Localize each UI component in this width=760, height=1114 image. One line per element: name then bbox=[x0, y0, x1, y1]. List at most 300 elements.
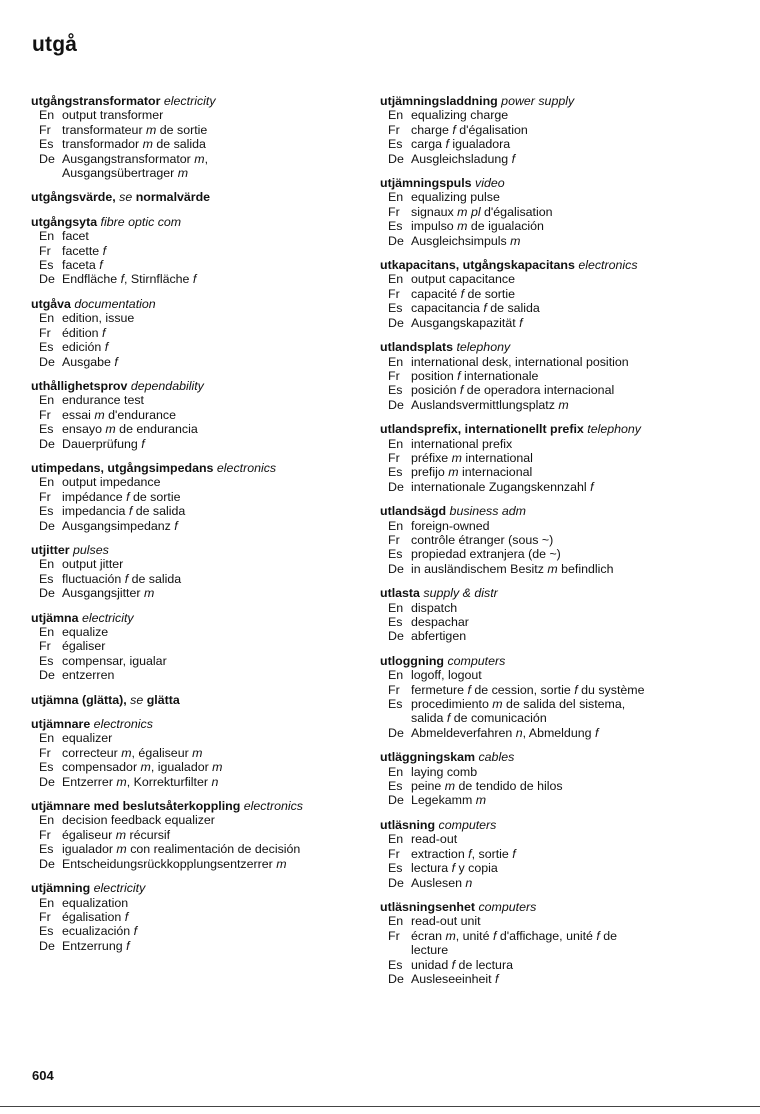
translation-line bbox=[380, 779, 715, 793]
language-code: De bbox=[388, 971, 404, 986]
dictionary-entry bbox=[380, 176, 715, 248]
translation-text: Ausgangsimpedanz f bbox=[62, 518, 178, 533]
language-code: En bbox=[388, 518, 404, 533]
headword: utjämna (glätta), bbox=[31, 692, 127, 707]
translation-line bbox=[31, 490, 351, 504]
translation-line bbox=[380, 601, 715, 615]
language-code: De bbox=[39, 586, 55, 601]
translation-text: facet bbox=[62, 229, 89, 244]
dictionary-entry bbox=[380, 750, 715, 808]
language-code: De bbox=[388, 397, 404, 412]
translation-text: Endfläche f, Stirnfläche f bbox=[62, 272, 197, 287]
dictionary-entry bbox=[380, 586, 715, 644]
translation-line bbox=[380, 861, 715, 875]
subject-domain: electricity bbox=[93, 881, 146, 896]
language-code: De bbox=[388, 793, 404, 808]
translation-text: international desk, international position bbox=[411, 354, 629, 369]
language-code: En bbox=[39, 108, 55, 123]
translation-line bbox=[380, 519, 715, 533]
translation-line bbox=[31, 842, 351, 856]
entry-head bbox=[380, 504, 715, 518]
translation-text: Dauerprüfung f bbox=[62, 436, 145, 451]
entry-head bbox=[31, 94, 351, 108]
translation-text: output transformer bbox=[62, 108, 164, 123]
headword: utlandsägd bbox=[380, 504, 447, 519]
translation-line bbox=[31, 746, 351, 760]
subject-domain: electricity bbox=[163, 94, 216, 108]
entry-head bbox=[380, 422, 715, 436]
headword: utjämning bbox=[31, 881, 91, 896]
language-code: Fr bbox=[388, 532, 400, 547]
dictionary-entry bbox=[380, 94, 715, 166]
translation-text: Abmeldeverfahren n, Abmeldung f bbox=[411, 725, 599, 740]
language-code: En bbox=[39, 813, 55, 828]
translation-continuation bbox=[380, 943, 715, 957]
translation-line bbox=[31, 123, 351, 137]
cross-reference-target: normalvärde bbox=[135, 190, 211, 205]
language-code: De bbox=[388, 725, 404, 740]
dictionary-entry bbox=[31, 881, 351, 953]
dictionary-entry bbox=[380, 818, 715, 890]
translation-line bbox=[380, 123, 715, 137]
translation-line bbox=[31, 393, 351, 407]
subject-domain: computers bbox=[447, 653, 506, 668]
headword: utjämningsladdning bbox=[380, 94, 498, 108]
translation-text: propiedad extranjera (de ~) bbox=[411, 547, 561, 562]
translation-line bbox=[31, 731, 351, 745]
subject-domain: telephony bbox=[587, 422, 641, 437]
headword: utimpedans, utgångsimpedans bbox=[31, 460, 214, 475]
headword: utgångsvärde, bbox=[31, 190, 116, 205]
translation-text: equalizing pulse bbox=[411, 190, 500, 205]
language-code: En bbox=[388, 600, 404, 615]
language-code: Es bbox=[388, 779, 403, 794]
translation-text: extraction f, sortie f bbox=[411, 846, 516, 861]
translation-text: internationale Zugangskennzahl f bbox=[411, 479, 594, 494]
language-code: Fr bbox=[39, 745, 51, 760]
translation-line bbox=[380, 190, 715, 204]
translation-text: posición f de operadora internacional bbox=[411, 383, 615, 398]
translation-text: Entscheidungsrückkopplungsentzerrer m bbox=[62, 856, 287, 871]
language-code: Fr bbox=[388, 122, 400, 137]
translation-text: igualador m con realimentación de decisión bbox=[62, 842, 301, 857]
language-code: Fr bbox=[388, 286, 400, 301]
translation-text: impédance f de sortie bbox=[62, 489, 181, 504]
language-code: Fr bbox=[388, 846, 400, 861]
headword: uthållighetsprov bbox=[31, 378, 128, 393]
language-code: Fr bbox=[388, 204, 400, 219]
translation-line bbox=[31, 760, 351, 774]
headword: utloggning bbox=[380, 653, 444, 668]
translation-line bbox=[31, 152, 351, 166]
entry-head bbox=[31, 190, 351, 204]
dictionary-entry bbox=[31, 611, 351, 683]
language-code: Fr bbox=[39, 243, 51, 258]
translation-line bbox=[380, 287, 715, 301]
cross-reference-marker: se bbox=[119, 190, 133, 205]
headword: utjitter bbox=[31, 542, 70, 557]
translation-text: contrôle étranger (sous ~) bbox=[411, 532, 554, 547]
translation-text: abfertigen bbox=[411, 629, 467, 644]
translation-line bbox=[31, 586, 351, 600]
language-code: De bbox=[388, 233, 404, 248]
language-code: Es bbox=[388, 957, 403, 972]
translation-text: logoff, logout bbox=[411, 668, 482, 683]
translation-text: equalize bbox=[62, 625, 109, 639]
translation-text: égalisation f bbox=[62, 909, 129, 924]
language-code: De bbox=[39, 151, 55, 166]
dictionary-entry bbox=[380, 900, 715, 986]
translation-text: compensar, igualar bbox=[62, 653, 167, 668]
translation-line bbox=[31, 775, 351, 789]
dictionary-entry bbox=[31, 543, 351, 601]
translation-text: lecture bbox=[411, 943, 449, 958]
translation-line bbox=[380, 152, 715, 166]
entry-head bbox=[31, 611, 351, 625]
translation-text: peine m de tendido de hilos bbox=[411, 779, 563, 794]
translation-line bbox=[380, 765, 715, 779]
dictionary-entry bbox=[31, 379, 351, 451]
translation-text: facette f bbox=[62, 243, 107, 258]
translation-text: output jitter bbox=[62, 557, 124, 572]
translation-text: correcteur m, égaliseur m bbox=[62, 745, 203, 760]
translation-line bbox=[380, 533, 715, 547]
translation-line bbox=[380, 929, 715, 943]
language-code: De bbox=[39, 518, 55, 533]
language-code: Es bbox=[388, 301, 403, 316]
translation-line bbox=[31, 137, 351, 151]
cross-reference-target: glätta bbox=[146, 692, 180, 707]
subject-domain: power supply bbox=[501, 94, 575, 108]
translation-text: in ausländischem Besitz m befindlich bbox=[411, 561, 614, 576]
translation-line bbox=[31, 437, 351, 451]
entry-head bbox=[380, 176, 715, 190]
language-code: En bbox=[39, 229, 55, 244]
translation-text: read-out unit bbox=[411, 914, 481, 929]
language-code: Es bbox=[388, 465, 403, 480]
headword: utjämna bbox=[31, 610, 79, 625]
left-column bbox=[31, 94, 351, 963]
translation-text: unidad f de lectura bbox=[411, 957, 513, 972]
subject-domain: electronics bbox=[216, 460, 277, 475]
entry-head bbox=[380, 654, 715, 668]
translation-text: impedancia f de salida bbox=[62, 504, 186, 519]
language-code: En bbox=[388, 764, 404, 779]
translation-text: signaux m pl d'égalisation bbox=[411, 204, 553, 219]
translation-line bbox=[380, 205, 715, 219]
language-code: Es bbox=[388, 137, 403, 152]
translation-line bbox=[380, 316, 715, 330]
translation-line bbox=[31, 896, 351, 910]
language-code: Es bbox=[39, 924, 54, 939]
translation-text: Entzerrung f bbox=[62, 938, 130, 953]
translation-line bbox=[31, 857, 351, 871]
translation-line bbox=[31, 244, 351, 258]
headword: utkapacitans, utgångskapacitans bbox=[380, 258, 575, 273]
language-code: En bbox=[39, 393, 55, 408]
translation-text: fermeture f de cession, sortie f du système bbox=[411, 682, 645, 697]
translation-line bbox=[380, 615, 715, 629]
translation-line bbox=[380, 398, 715, 412]
language-code: En bbox=[388, 668, 404, 683]
translation-line bbox=[31, 229, 351, 243]
translation-line bbox=[380, 451, 715, 465]
dictionary-entry bbox=[380, 654, 715, 740]
entry-head bbox=[31, 881, 351, 895]
entry-head bbox=[31, 543, 351, 557]
translation-text: capacitancia f de salida bbox=[411, 301, 540, 316]
translation-text: position f internationale bbox=[411, 368, 539, 383]
translation-line bbox=[31, 557, 351, 571]
translation-line bbox=[31, 475, 351, 489]
translation-line bbox=[31, 639, 351, 653]
headword: utjämningspuls bbox=[380, 176, 472, 191]
translation-line bbox=[380, 697, 715, 711]
translation-line bbox=[31, 668, 351, 682]
translation-text: entzerren bbox=[62, 668, 115, 683]
translation-text: procedimiento m de salida del sistema, bbox=[411, 697, 626, 712]
subject-domain: cables bbox=[478, 750, 515, 765]
translation-text: salida f de comunicación bbox=[411, 711, 547, 726]
headword: utlandsplats bbox=[380, 340, 453, 355]
language-code: En bbox=[388, 190, 404, 205]
language-code: Es bbox=[39, 571, 54, 586]
translation-line bbox=[380, 301, 715, 315]
translation-line bbox=[31, 340, 351, 354]
translation-text: output impedance bbox=[62, 475, 161, 490]
translation-text: impulso m de igualación bbox=[411, 219, 544, 234]
entry-head bbox=[380, 900, 715, 914]
entry-head bbox=[31, 693, 351, 707]
translation-line bbox=[31, 625, 351, 639]
entry-head bbox=[380, 818, 715, 832]
right-column bbox=[380, 94, 715, 996]
translation-text: equalizing charge bbox=[411, 108, 509, 123]
translation-line bbox=[380, 272, 715, 286]
dictionary-entry bbox=[31, 693, 351, 707]
language-code: En bbox=[388, 108, 404, 123]
translation-text: despachar bbox=[411, 615, 469, 629]
headword: utläsningsenhet bbox=[380, 899, 476, 914]
subject-domain: electronics bbox=[243, 799, 303, 814]
translation-text: écran m, unité f d'affichage, unité f de bbox=[411, 928, 618, 943]
subject-domain: documentation bbox=[74, 296, 156, 311]
translation-text: faceta f bbox=[62, 258, 103, 273]
translation-text: edition, issue bbox=[62, 311, 135, 326]
translation-text: Auslandsvermittlungsplatz m bbox=[411, 397, 569, 412]
language-code: De bbox=[39, 354, 55, 369]
translation-text: equalizer bbox=[62, 731, 113, 746]
translation-text: fluctuación f de salida bbox=[62, 571, 182, 586]
translation-line bbox=[380, 369, 715, 383]
subject-domain: electricity bbox=[81, 610, 134, 625]
entry-head bbox=[380, 258, 715, 272]
headword: utjämnare bbox=[31, 717, 91, 732]
subject-domain: computers bbox=[478, 899, 537, 914]
translation-line bbox=[380, 234, 715, 248]
language-code: De bbox=[388, 151, 404, 166]
translation-text: ensayo m de endurancia bbox=[62, 422, 198, 437]
translation-line bbox=[31, 924, 351, 938]
language-code: Es bbox=[388, 697, 403, 712]
translation-text: output capacitance bbox=[411, 272, 516, 287]
translation-text: international prefix bbox=[411, 436, 513, 451]
translation-line bbox=[380, 972, 715, 986]
translation-continuation bbox=[380, 711, 715, 725]
page-header: utgå bbox=[32, 33, 78, 56]
translation-text: Ausgangsjitter m bbox=[62, 586, 155, 601]
translation-text: equalization bbox=[62, 895, 129, 910]
translation-line bbox=[31, 910, 351, 924]
translation-text: Ausgleichsladung f bbox=[411, 151, 516, 166]
language-code: Es bbox=[388, 547, 403, 562]
translation-line bbox=[380, 876, 715, 890]
language-code: De bbox=[39, 436, 55, 451]
entry-head bbox=[380, 94, 715, 108]
language-code: Fr bbox=[388, 682, 400, 697]
language-code: De bbox=[388, 875, 404, 890]
translation-text: compensador m, igualador m bbox=[62, 760, 223, 775]
translation-text: endurance test bbox=[62, 393, 144, 408]
translation-line bbox=[31, 572, 351, 586]
language-code: Fr bbox=[39, 909, 51, 924]
translation-line bbox=[31, 422, 351, 436]
language-code: De bbox=[39, 774, 55, 789]
translation-line bbox=[380, 629, 715, 643]
dictionary-entry bbox=[31, 190, 351, 204]
entry-head bbox=[380, 340, 715, 354]
headword: utlasta bbox=[380, 586, 420, 601]
bottom-rule bbox=[0, 1106, 760, 1107]
translation-text: Ausgabe f bbox=[62, 354, 118, 369]
translation-line bbox=[380, 726, 715, 740]
language-code: Fr bbox=[388, 450, 400, 465]
dictionary-entry bbox=[31, 717, 351, 789]
translation-line bbox=[380, 562, 715, 576]
entry-head bbox=[31, 799, 351, 813]
subject-domain: telephony bbox=[456, 340, 511, 355]
language-code: De bbox=[39, 856, 55, 871]
entry-head bbox=[380, 586, 715, 600]
language-code: Es bbox=[39, 258, 54, 273]
language-code: En bbox=[39, 311, 55, 326]
translation-line bbox=[380, 383, 715, 397]
language-code: Es bbox=[39, 653, 54, 668]
language-code: De bbox=[388, 629, 404, 644]
language-code: En bbox=[39, 731, 55, 746]
translation-text: Ausgangstransformator m, bbox=[62, 151, 209, 166]
language-code: De bbox=[39, 938, 55, 953]
language-code: En bbox=[39, 475, 55, 490]
language-code: En bbox=[388, 272, 404, 287]
translation-line bbox=[380, 914, 715, 928]
dictionary-entry bbox=[380, 258, 715, 330]
subject-domain: pulses bbox=[73, 542, 109, 557]
entry-head bbox=[31, 215, 351, 229]
translation-line bbox=[31, 504, 351, 518]
translation-text: égaliseur m récursif bbox=[62, 827, 171, 842]
translation-line bbox=[380, 355, 715, 369]
language-code: Es bbox=[39, 842, 54, 857]
subject-domain: computers bbox=[438, 817, 497, 832]
translation-text: essai m d'endurance bbox=[62, 407, 176, 422]
subject-domain: electronics bbox=[93, 717, 153, 732]
translation-text: Ausgleichsimpuls m bbox=[411, 233, 521, 248]
language-code: Es bbox=[39, 137, 54, 152]
translation-line bbox=[31, 258, 351, 272]
subject-domain: dependability bbox=[130, 378, 204, 393]
translation-text: Ausleseeinheit f bbox=[411, 971, 499, 986]
translation-text: édition f bbox=[62, 325, 106, 340]
language-code: En bbox=[39, 895, 55, 910]
subject-domain: electronics bbox=[578, 258, 638, 273]
entry-head bbox=[31, 297, 351, 311]
language-code: En bbox=[388, 436, 404, 451]
dictionary-entry bbox=[31, 297, 351, 369]
language-code: En bbox=[388, 914, 404, 929]
translation-line bbox=[31, 272, 351, 286]
translation-text: read-out bbox=[411, 832, 458, 847]
subject-domain: video bbox=[475, 176, 505, 191]
translation-text: transformador m de salida bbox=[62, 137, 206, 152]
translation-line bbox=[380, 137, 715, 151]
translation-line bbox=[380, 547, 715, 561]
translation-line bbox=[380, 683, 715, 697]
translation-line bbox=[380, 668, 715, 682]
translation-text: Entzerrer m, Korrekturfilter n bbox=[62, 774, 219, 789]
dictionary-entry bbox=[31, 215, 351, 287]
translation-line bbox=[380, 958, 715, 972]
translation-text: transformateur m de sortie bbox=[62, 122, 208, 137]
translation-line bbox=[380, 793, 715, 807]
language-code: Fr bbox=[39, 325, 51, 340]
language-code: Fr bbox=[39, 639, 51, 654]
language-code: En bbox=[388, 832, 404, 847]
language-code: Fr bbox=[39, 122, 51, 137]
language-code: Es bbox=[388, 383, 403, 398]
translation-text: préfixe m international bbox=[411, 450, 533, 465]
language-code: De bbox=[388, 315, 404, 330]
language-code: Fr bbox=[388, 368, 400, 383]
translation-text: edición f bbox=[62, 340, 109, 355]
headword: utgångsyta bbox=[31, 214, 98, 229]
headword: utgångstransformator bbox=[31, 94, 161, 108]
entry-head bbox=[31, 379, 351, 393]
language-code: En bbox=[388, 354, 404, 369]
language-code: Es bbox=[39, 504, 54, 519]
headword: utlandsprefix, internationellt prefix bbox=[380, 422, 584, 437]
language-code: Es bbox=[39, 760, 54, 775]
dictionary-entry bbox=[380, 422, 715, 494]
translation-line bbox=[380, 832, 715, 846]
translation-line bbox=[380, 437, 715, 451]
translation-line bbox=[31, 828, 351, 842]
dictionary-entry bbox=[380, 504, 715, 576]
language-code: En bbox=[39, 625, 55, 639]
translation-line bbox=[380, 480, 715, 494]
language-code: En bbox=[39, 557, 55, 572]
translation-line bbox=[380, 108, 715, 122]
translation-text: dispatch bbox=[411, 600, 458, 615]
dictionary-entry bbox=[31, 94, 351, 180]
translation-line bbox=[380, 219, 715, 233]
cross-reference-marker: se bbox=[130, 692, 144, 707]
headword: utläggningskam bbox=[380, 750, 476, 765]
translation-line bbox=[380, 465, 715, 479]
translation-text: laying comb bbox=[411, 764, 478, 779]
headword: utjämnare med beslutsåterkoppling bbox=[31, 799, 241, 814]
language-code: Es bbox=[388, 861, 403, 876]
